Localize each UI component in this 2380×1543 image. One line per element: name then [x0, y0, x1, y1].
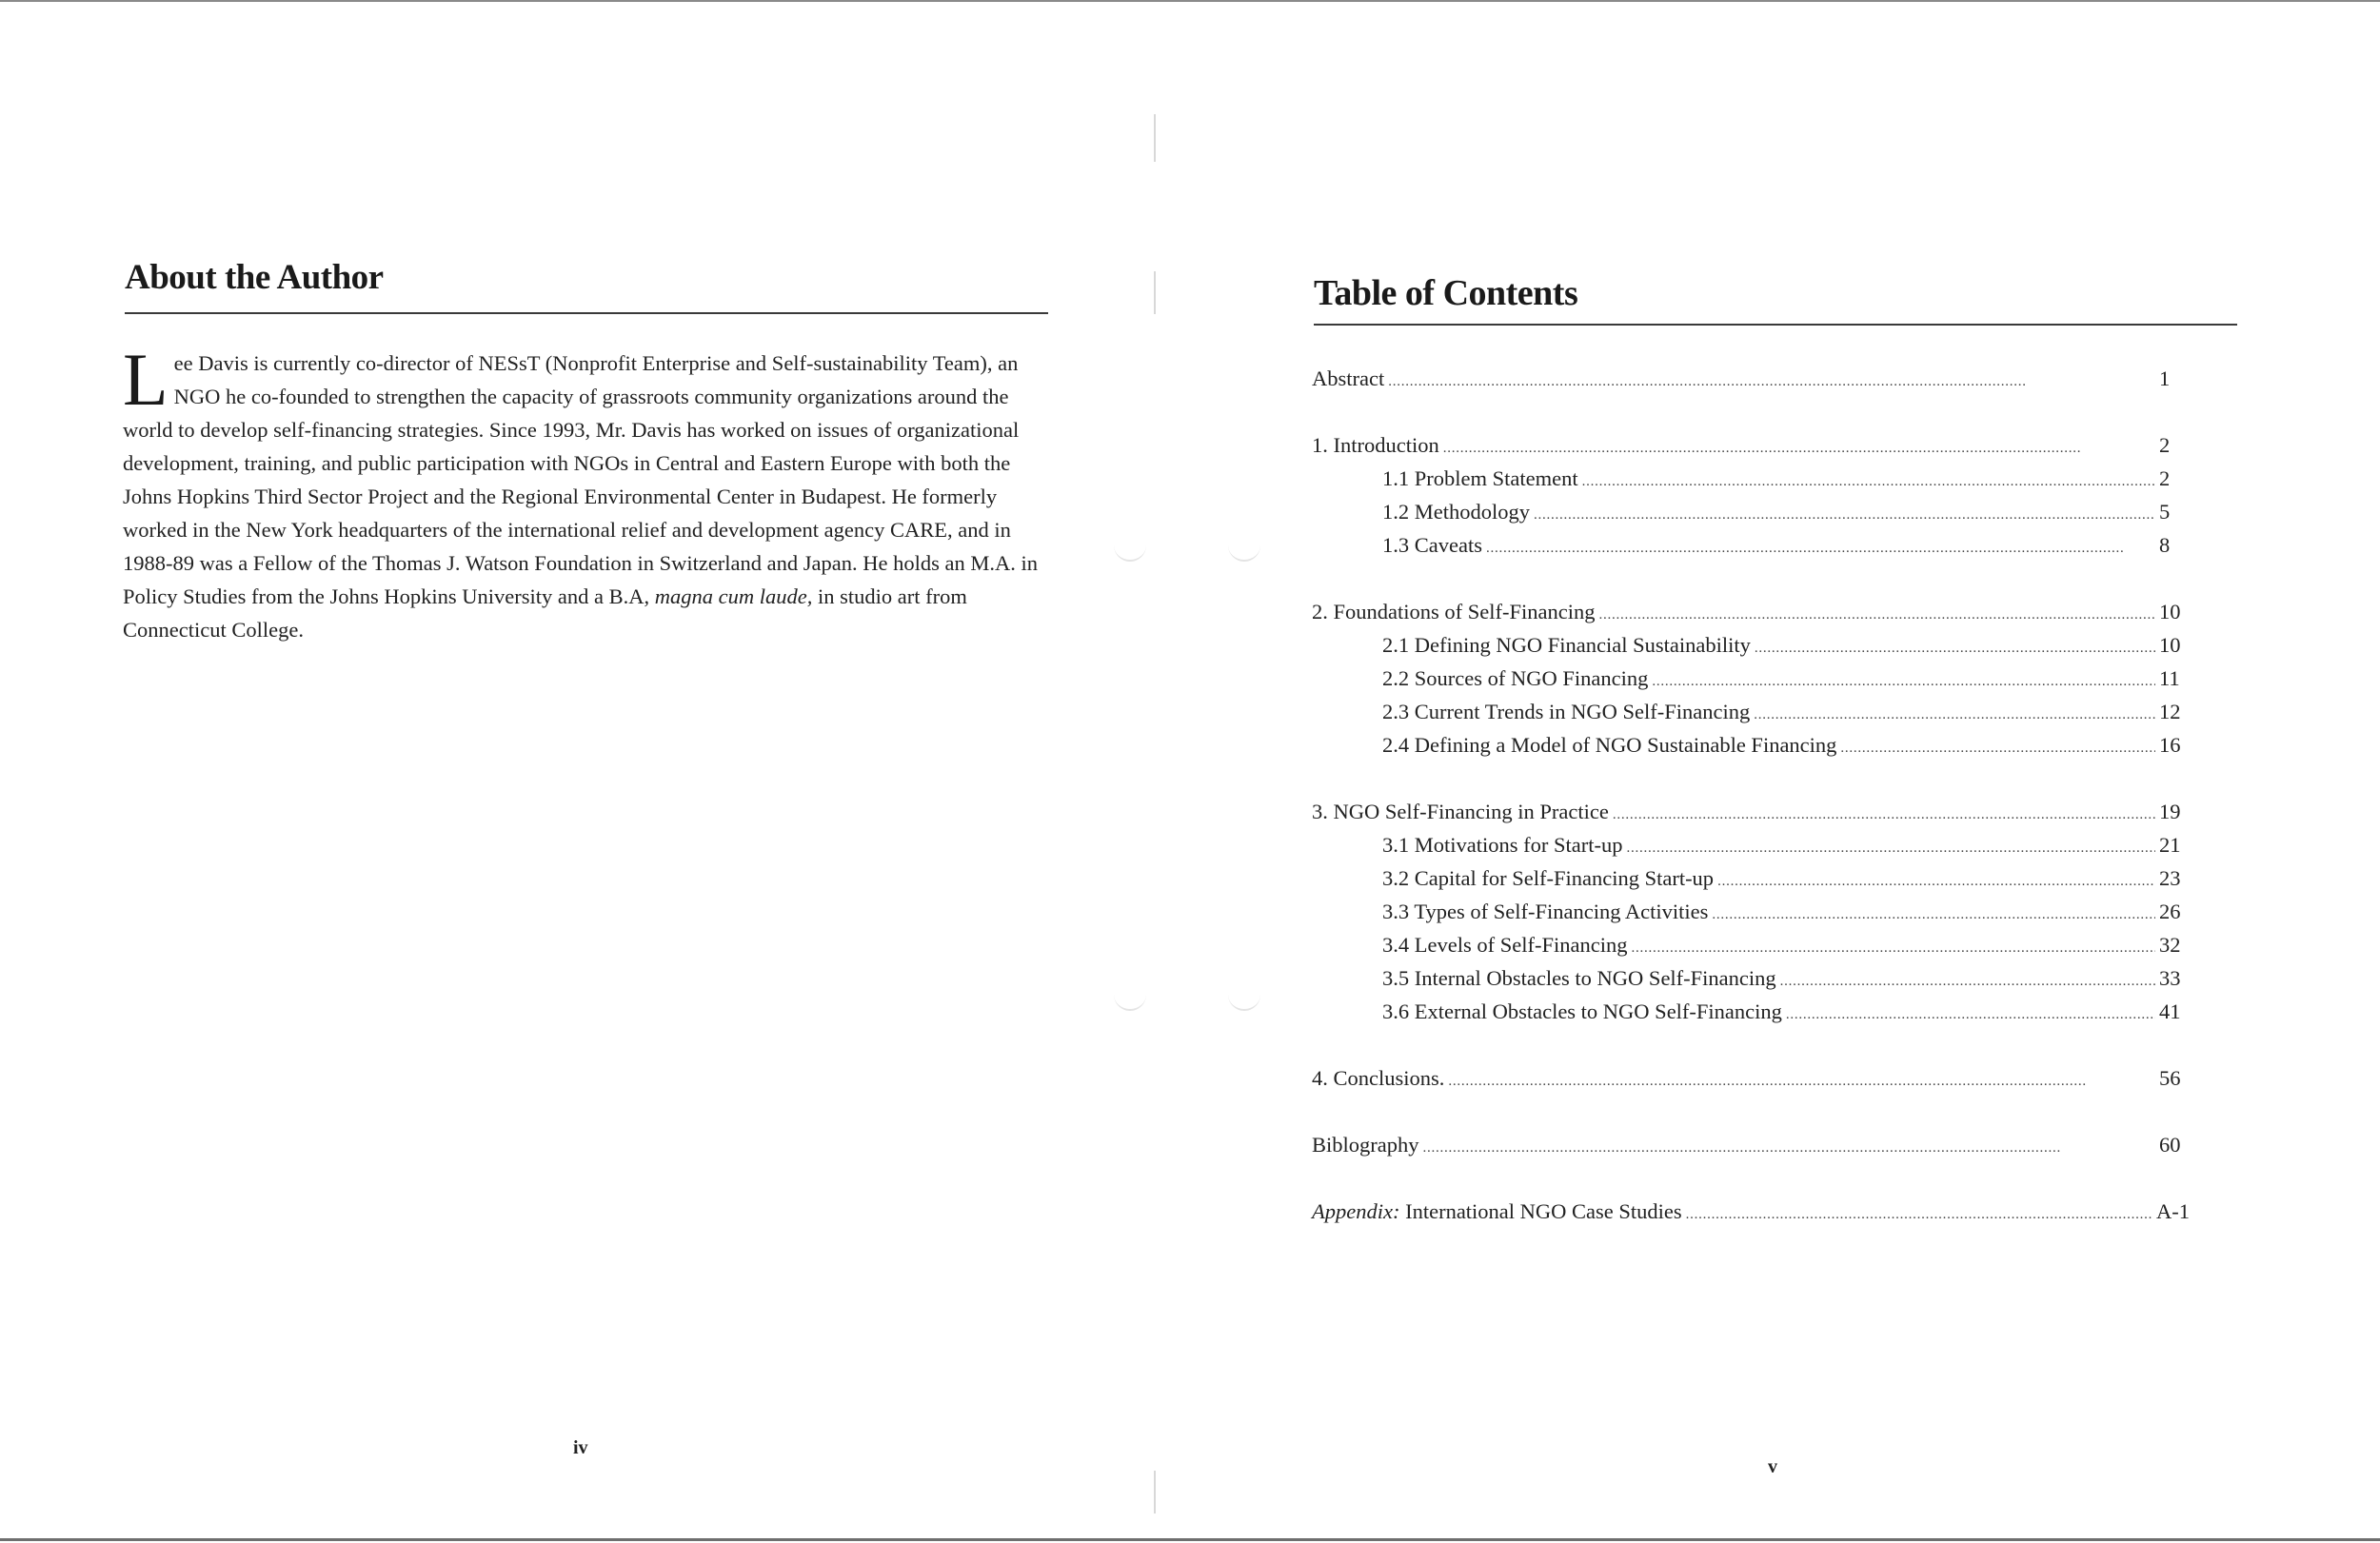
dot-leader: [1840, 728, 2155, 765]
toc-label: Biblography: [1312, 1133, 1419, 1157]
dot-leader: [1598, 595, 2155, 632]
dot-leader: [1686, 1195, 2152, 1232]
toc-label: 4. Conclusions.: [1312, 1066, 1445, 1090]
toc-label: 3.4 Levels of Self-Financing: [1382, 933, 1628, 957]
toc-page-number: 26: [2159, 900, 2181, 923]
toc-entry[interactable]: [1312, 695, 2190, 728]
heading-rule: [1314, 324, 2237, 326]
toc-page-number: 32: [2159, 933, 2181, 957]
toc-page-number: 2: [2159, 433, 2171, 457]
toc-label-prefix: Appendix:: [1312, 1199, 1400, 1223]
toc-page-number: 21: [2159, 833, 2181, 857]
toc-label: 2.3 Current Trends in NGO Self-Financing: [1382, 700, 1751, 723]
toc-entry[interactable]: [1312, 428, 2190, 462]
toc-entry[interactable]: [1312, 628, 2190, 662]
dot-leader: [1582, 462, 2155, 499]
toc-heading: Table of Contents: [1314, 273, 1578, 313]
toc-page-number: 12: [2159, 700, 2181, 723]
dot-leader: [1486, 528, 2155, 565]
toc-label: 3.5 Internal Obstacles to NGO Self-Financing: [1382, 966, 1776, 990]
bio-text-end: in studio art from Connecticut College.: [123, 584, 967, 642]
toc-label: 3.2 Capital for Self-Financing Start-up: [1382, 866, 1715, 890]
dot-leader: [1613, 795, 2155, 832]
toc-entry[interactable]: [1312, 495, 2190, 528]
dot-leader: [1755, 628, 2155, 665]
toc-entry[interactable]: [1312, 828, 2190, 861]
toc-label: 2.1 Defining NGO Financial Sustainability: [1382, 633, 1751, 657]
toc-entry[interactable]: [1312, 961, 2190, 995]
toc-page-number: 16: [2159, 733, 2181, 757]
scan-edge-bottom: [0, 1538, 2380, 1541]
toc-label: 3.3 Types of Self-Financing Activities: [1382, 900, 1709, 923]
toc-page-number: 10: [2159, 600, 2181, 623]
dot-leader: [1786, 995, 2155, 1032]
toc-entry[interactable]: [1312, 362, 2190, 395]
page-number: v: [1768, 1456, 1777, 1477]
toc-entry[interactable]: [1312, 462, 2190, 495]
toc-label: 2.2 Sources of NGO Financing: [1382, 666, 1649, 690]
drop-cap: L: [123, 338, 169, 421]
toc-entry[interactable]: [1312, 861, 2190, 895]
toc-page-number: 2: [2159, 466, 2171, 490]
dot-leader: [1712, 895, 2155, 932]
about-author-heading: About the Author: [125, 258, 384, 297]
author-bio: [123, 338, 1046, 646]
dot-leader: [1652, 662, 2155, 699]
toc-page-number: 33: [2159, 966, 2181, 990]
toc-page-number: 23: [2159, 866, 2181, 890]
toc-page-number: 60: [2159, 1133, 2181, 1157]
toc-label: 3.6 External Obstacles to NGO Self-Financing: [1382, 999, 1782, 1023]
toc-label: 1. Introduction: [1312, 433, 1439, 457]
toc-entry[interactable]: [1312, 1195, 2190, 1228]
toc-label: 2. Foundations of Self-Financing: [1312, 600, 1596, 623]
toc-page-number: 41: [2159, 999, 2181, 1023]
toc-label: 2.4 Defining a Model of NGO Sustainable Financing: [1382, 733, 1837, 757]
heading-rule: [125, 312, 1048, 314]
dot-leader: [1448, 1061, 2155, 1098]
toc-entry[interactable]: [1312, 728, 2190, 762]
bio-text: ee Davis is currently co-director of NESsT (Nonprofit Enterprise and Self-sustainability Team), an NGO he co-founded to strengthen the capacity of grassroots community organizations around the world to develop self-financing strategies. Since 1993, Mr. Davis has worked on issues of organizational development, training, and public participation with NGOs in Central and Eastern Europe with both the Johns Hopkins Third Sector Project and the Regional Environmental Center in Budapest. He formerly worked in the New York headquarters of the international relief and development agency CARE, and in 1988-89 was a Fellow of the Thomas J. Watson Foundation in Switzerland and Japan. He holds an M.A. in Policy Studies from the Johns Hopkins University and a B.A,: [123, 351, 1038, 608]
dot-leader: [1443, 428, 2155, 465]
dot-leader: [1754, 695, 2155, 732]
toc-entry[interactable]: [1312, 928, 2190, 961]
toc-page-number: 5: [2159, 500, 2171, 524]
toc-label: 1.1 Problem Statement: [1382, 466, 1578, 490]
toc-page-number: 19: [2159, 800, 2181, 823]
toc-page-number: 8: [2159, 533, 2171, 557]
dot-leader: [1534, 495, 2155, 532]
toc-entry[interactable]: [1312, 1061, 2190, 1095]
page-number: iv: [573, 1437, 588, 1458]
toc-label: Abstract: [1312, 366, 1385, 390]
toc-entry[interactable]: [1312, 795, 2190, 828]
table-of-contents: [1312, 362, 2190, 1228]
toc-label: 1.2 Methodology: [1382, 500, 1530, 524]
toc-label: [1312, 1195, 1682, 1228]
toc-entry[interactable]: [1312, 662, 2190, 695]
toc-entry[interactable]: [1312, 1128, 2190, 1161]
dot-leader: [1780, 961, 2155, 999]
toc-page-number: 56: [2159, 1066, 2181, 1090]
left-page: [0, 0, 1161, 1536]
toc-label: 1.3 Caveats: [1382, 533, 1482, 557]
toc-entry[interactable]: [1312, 595, 2190, 628]
toc-label-text: International NGO Case Studies: [1405, 1199, 1682, 1223]
toc-label: 3. NGO Self-Financing in Practice: [1312, 800, 1609, 823]
toc-page-number: 11: [2159, 666, 2180, 690]
dot-leader: [1388, 362, 2155, 399]
dot-leader: [1717, 861, 2155, 899]
toc-entry[interactable]: [1312, 995, 2190, 1028]
dot-leader: [1631, 928, 2155, 965]
bio-honors: magna cum laude,: [654, 584, 813, 608]
toc-page-number: A-1: [2156, 1199, 2190, 1223]
toc-page-number: 10: [2159, 633, 2181, 657]
toc-label: 3.1 Motivations for Start-up: [1382, 833, 1623, 857]
toc-entry[interactable]: [1312, 528, 2190, 562]
dot-leader: [1423, 1128, 2156, 1165]
dot-leader: [1626, 828, 2155, 865]
toc-page-number: 1: [2159, 366, 2171, 390]
toc-entry[interactable]: [1312, 895, 2190, 928]
